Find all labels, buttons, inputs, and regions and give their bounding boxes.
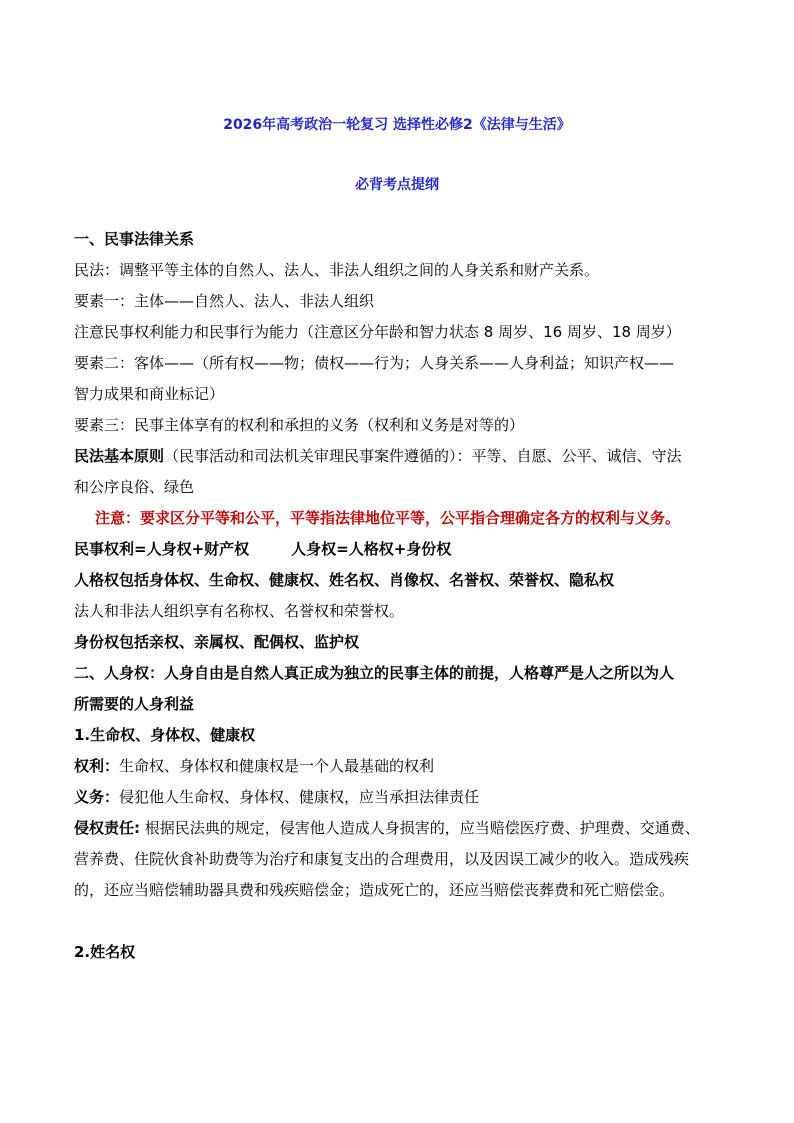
paragraph-element-2-line1: 要素二：客体——（所有权——物；债权——行为；人身关系——人身利益；知识产权—— xyxy=(74,354,675,372)
duties-text: 侵犯他人生命权、身体权、健康权，应当承担法律责任 xyxy=(119,788,480,806)
paragraph-tort-line1 xyxy=(74,813,724,844)
principles-text: （民事活动和司法机关审理民事案件遵循的）：平等、自愿、公平、诚信、守法 xyxy=(164,447,682,465)
personal-rights-formula: 人身权=人格权+身份权 xyxy=(291,540,452,558)
paragraph-element-3: 要素三：民事主体享有的权利和承担的义务（权利和义务是对等的） xyxy=(74,416,525,434)
paragraph-element-2-line2: 智力成果和商业标记） xyxy=(74,385,225,403)
section-heading-2-line1: 二、人身权：人身自由是自然人真正成为独立的民事主体的前提，人格尊严是人之所以为人 xyxy=(74,664,675,682)
rights-text: 生命权、身体权和健康权是一个人最基础的权利 xyxy=(119,757,435,775)
principles-label: 民法基本原则 xyxy=(74,447,165,465)
paragraph-personality-rights: 人格权包括身体权、生命权、健康权、姓名权、肖像权、名誉权、荣誉权、隐私权 xyxy=(74,571,615,589)
subsection-heading-1: 1.生命权、身体权、健康权 xyxy=(74,726,256,744)
paragraph-minfa: 民法：调整平等主体的自然人、法人、非法人组织之间的人身关系和财产关系。 xyxy=(74,261,600,279)
page-title-line1: 2026年高考政治一轮复习 选择性必修2《法律与生活》 xyxy=(223,117,571,133)
note-equality-fairness: 注意：要求区分平等和公平，平等指法律地位平等，公平指合理确定各方的权利与义务。 xyxy=(95,509,681,527)
paragraph-legal-persons: 法人和非法人组织享有名称权、名誉权和荣誉权。 xyxy=(74,602,405,620)
rights-label: 权利： xyxy=(74,757,120,775)
paragraph-identity-rights: 身份权包括亲权、亲属权、配偶权、监护权 xyxy=(74,633,360,651)
paragraph-principles-line2: 和公序良俗、绿色 xyxy=(74,478,195,496)
duties-label: 义务： xyxy=(74,788,120,806)
paragraph-tort-line3: 的，还应当赔偿辅助器具费和残疾赔偿金；造成死亡的，还应当赔偿丧葬费和死亡赔偿金。 xyxy=(74,881,675,899)
section-heading-1: 一、民事法律关系 xyxy=(74,230,195,248)
tort-label: 侵权责任: xyxy=(74,819,140,837)
paragraph-rights xyxy=(74,751,724,782)
paragraph-principles-line1 xyxy=(74,441,724,472)
subsection-heading-2: 2.姓名权 xyxy=(74,943,136,961)
civil-rights-formula: 民事权利=人身权+财产权 xyxy=(74,540,250,558)
paragraph-tort-line2: 营养费、住院伙食补助费等为治疗和康复支出的合理费用，以及因误工减少的收入。造成残疾 xyxy=(74,850,690,868)
paragraph-civil-rights xyxy=(74,534,724,565)
paragraph-duties xyxy=(74,782,724,813)
paragraph-capacity-note: 注意民事权利能力和民事行为能力（注意区分年龄和智力状态 8 周岁、16 周岁、18 周岁） xyxy=(74,323,681,341)
tort-text-1: 根据民法典的规定，侵害他人造成人身损害的，应当赔偿医疗费、护理费、交通费、 xyxy=(140,819,700,837)
page-title-line2: 必背考点提纲 xyxy=(355,177,439,193)
paragraph-element-1: 要素一：主体——自然人、法人、非法人组织 xyxy=(74,292,375,310)
section-heading-2-line2: 所需要的人身利益 xyxy=(74,695,195,713)
document-body xyxy=(74,224,724,968)
